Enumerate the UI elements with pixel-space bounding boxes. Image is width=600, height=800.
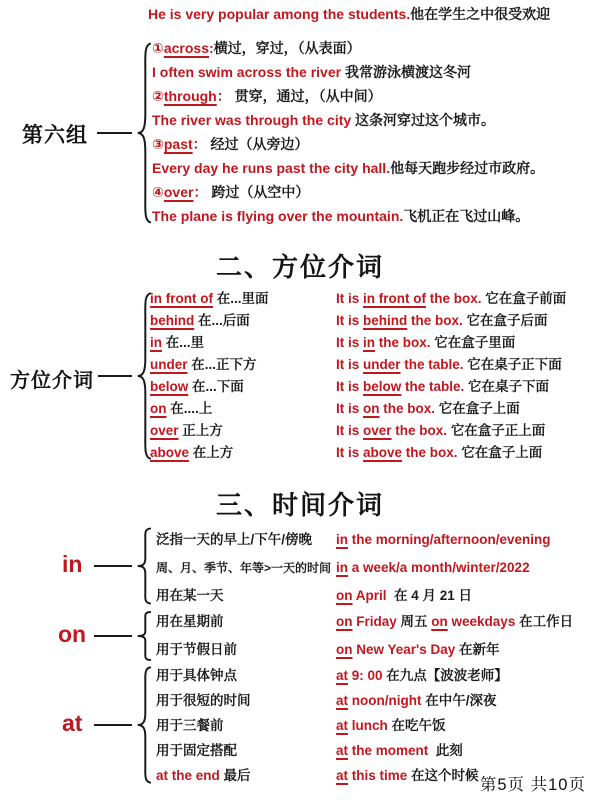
text-segment: below — [363, 379, 402, 394]
text-segment: It is — [336, 379, 364, 394]
text-segment: in — [336, 560, 348, 575]
preposition-cell — [150, 288, 336, 310]
on-connector-line — [94, 635, 132, 637]
text-segment: It is — [336, 445, 364, 460]
text-segment: under — [363, 357, 401, 372]
text-segment: 我常游泳横渡这冬河 — [344, 64, 471, 80]
text-segment: at — [336, 668, 349, 683]
text-segment: 此刻 — [435, 743, 463, 758]
text-segment: 在这个时候 — [411, 768, 479, 783]
text-segment: It is — [336, 335, 364, 350]
usage-cell — [156, 738, 336, 763]
preposition-cell — [150, 354, 336, 376]
example-cell — [336, 688, 497, 713]
text-segment: Friday — [352, 614, 401, 629]
on-group-label: on — [58, 621, 87, 647]
example-cell — [336, 738, 463, 763]
text-segment: Every day he runs past the city hall. — [152, 160, 391, 176]
usage-cell — [156, 688, 336, 713]
preposition-cell — [150, 442, 336, 464]
usage-cell — [156, 763, 336, 788]
text-segment: at — [336, 693, 349, 708]
group6-line — [152, 60, 544, 84]
example-cell — [336, 554, 530, 582]
text-segment: through — [163, 88, 217, 104]
text-segment: 它在盒子上面 — [461, 445, 543, 460]
on-brace-bracket — [131, 611, 152, 661]
text-segment: noon/night — [348, 693, 426, 708]
text-segment: ② — [152, 88, 164, 104]
at-group-label: at — [62, 710, 83, 736]
position-row — [150, 376, 566, 398]
text-segment: It is — [336, 357, 364, 372]
text-segment: 用于三餐前 — [156, 718, 224, 733]
usage-cell — [156, 608, 336, 636]
time-row — [156, 608, 573, 636]
text-segment: in — [363, 335, 376, 350]
text-segment: 在 4 月 21 日 — [390, 588, 473, 603]
position-row — [150, 310, 566, 332]
text-segment: 它在桌子正下面 — [467, 357, 562, 372]
text-segment: on — [336, 588, 353, 603]
text-segment: 用于很短的时间 — [156, 693, 251, 708]
text-segment: 正上方 — [178, 423, 223, 438]
text-segment: weekdays — [447, 614, 520, 629]
usage-cell — [156, 554, 336, 582]
preposition-cell — [150, 420, 336, 442]
text-segment: in — [336, 532, 348, 547]
text-segment: 在中午/深夜 — [425, 693, 497, 708]
preposition-cell — [150, 376, 336, 398]
time-row — [156, 582, 551, 610]
usage-cell — [156, 526, 336, 554]
text-segment: in front of — [363, 291, 426, 306]
text-segment: 贯穿，通过，（从中间） — [234, 88, 382, 104]
text-segment: 最后 — [223, 768, 251, 783]
text-segment: 横过，穿过，（从表面） — [213, 40, 361, 56]
text-segment: The plane is flying over the mountain. — [152, 208, 404, 224]
text-segment: the box. — [379, 401, 439, 416]
text-segment: 用于具体钟点 — [156, 668, 237, 683]
text-segment: in — [150, 335, 162, 350]
preposition-cell — [150, 398, 336, 420]
example-cell — [336, 288, 566, 310]
position-row — [150, 288, 566, 310]
example-cell — [336, 582, 472, 610]
text-segment: the box. — [402, 445, 462, 460]
example-cell — [336, 442, 542, 464]
time-row — [156, 554, 551, 582]
example-cell — [336, 354, 562, 376]
text-segment: the table. — [400, 357, 468, 372]
example-cell — [336, 526, 551, 554]
text-segment: past — [163, 136, 193, 152]
example-cell — [336, 636, 500, 664]
example-cell — [336, 420, 545, 442]
text-segment: It is — [336, 401, 364, 416]
position-connector-line — [98, 375, 132, 377]
in-rows — [156, 526, 551, 610]
text-segment: 他在学生之中很受欢迎 — [410, 6, 551, 22]
in-group-label: in — [62, 551, 83, 577]
text-segment: in front of — [150, 291, 213, 306]
text-segment: 这条河穿过这个城市。 — [355, 112, 496, 128]
text-segment: 在...后面 — [194, 313, 250, 328]
position-row — [150, 354, 566, 376]
example-cell — [336, 398, 520, 420]
example-cell — [336, 663, 508, 688]
text-segment: The river was through the city — [152, 112, 356, 128]
time-row — [156, 688, 508, 713]
text-segment: the box. — [426, 291, 486, 306]
at-connector-line — [94, 724, 132, 726]
text-segment: He is very popular among the students. — [148, 6, 411, 22]
text-segment: 用于节假日前 — [156, 642, 237, 657]
text-segment: over — [363, 423, 392, 438]
text-segment: at — [336, 718, 349, 733]
text-segment: 用在星期前 — [156, 614, 224, 629]
text-segment: lunch — [348, 718, 392, 733]
text-segment: 他每天跑步经过市政府。 — [390, 160, 545, 176]
text-segment: 经过（从旁边） — [210, 136, 309, 152]
preposition-cell — [150, 310, 336, 332]
group6-line — [152, 108, 544, 132]
page-number: 第5页 共10页 — [479, 776, 586, 794]
text-segment: 它在盒子后面 — [466, 313, 548, 328]
in-brace-bracket — [131, 527, 152, 605]
text-segment: 9: 00 — [348, 668, 387, 683]
text-segment: ③ — [152, 136, 164, 152]
text-segment: 跨过（从空中） — [211, 184, 310, 200]
time-row — [156, 713, 508, 738]
text-segment: 泛指一天的早上/下午/傍晚 — [156, 532, 313, 547]
text-segment: 在九点【波波老师】 — [386, 668, 508, 683]
group6-lines — [152, 36, 544, 228]
text-segment: 它在桌子下面 — [468, 379, 550, 394]
text-segment: April — [352, 588, 391, 603]
text-segment: ： — [216, 88, 235, 104]
position-rows — [150, 288, 566, 464]
text-segment: 在...里 — [162, 335, 205, 350]
text-segment: 飞机正在飞过山峰。 — [403, 208, 530, 224]
text-segment: across — [163, 40, 210, 56]
group6-connector-line — [97, 132, 132, 134]
text-segment: a week/a month/winter/2022 — [348, 560, 530, 575]
position-group-label: 方位介词 — [10, 370, 94, 392]
text-segment: : — [209, 40, 214, 56]
text-segment: the box. — [407, 313, 467, 328]
text-segment: under — [150, 357, 188, 372]
example-cell — [336, 713, 446, 738]
text-segment: 在上方 — [189, 445, 234, 460]
text-segment: ： — [193, 184, 212, 200]
text-segment: It is — [336, 291, 364, 306]
text-segment: 它在盒子正上面 — [450, 423, 546, 438]
section2-heading: 二、方位介词 — [215, 252, 384, 282]
position-row — [150, 420, 566, 442]
text-segment: 它在盒子上面 — [438, 401, 520, 416]
usage-cell — [156, 636, 336, 664]
text-segment: It is — [336, 313, 364, 328]
group6-line — [152, 132, 544, 156]
text-segment: I often swim across the river — [152, 64, 345, 80]
text-segment: this time — [348, 768, 412, 783]
position-brace-bracket — [131, 290, 152, 462]
text-segment: the moment — [348, 743, 436, 758]
example-cell — [336, 763, 479, 788]
group6-line — [152, 156, 544, 180]
time-row — [156, 636, 573, 664]
group6-line — [152, 36, 544, 60]
text-segment: on — [363, 401, 380, 416]
text-segment: over — [150, 423, 179, 438]
text-segment: above — [150, 445, 190, 460]
on-rows — [156, 608, 573, 664]
text-segment: 在...正下方 — [187, 357, 257, 372]
position-row — [150, 442, 566, 464]
text-segment: on — [431, 614, 448, 629]
text-segment: 用在某一天 — [156, 588, 224, 603]
position-row — [150, 398, 566, 420]
in-connector-line — [94, 565, 132, 567]
time-row — [156, 763, 508, 788]
text-segment: above — [363, 445, 403, 460]
usage-cell — [156, 663, 336, 688]
text-segment: 在工作日 — [519, 614, 574, 629]
example-cell — [336, 608, 573, 636]
example-cell — [336, 310, 548, 332]
text-segment: on — [150, 401, 167, 416]
text-segment: New Year's Day — [352, 642, 460, 657]
text-segment: the box. — [391, 423, 451, 438]
preposition-cell — [150, 332, 336, 354]
text-segment: below — [150, 379, 189, 394]
text-segment: the morning/afternoon/evening — [348, 532, 551, 547]
text-segment: 在新年 — [459, 642, 500, 657]
text-segment: the table. — [401, 379, 469, 394]
text-segment: ④ — [152, 184, 164, 200]
time-row — [156, 526, 551, 554]
text-segment: over — [163, 184, 194, 200]
group6-line — [152, 204, 544, 228]
text-segment: 在....上 — [166, 401, 213, 416]
text-segment: at — [336, 743, 349, 758]
text-segment: at the end — [156, 768, 224, 783]
at-rows — [156, 663, 508, 788]
text-segment: 在...下面 — [188, 379, 244, 394]
text-segment: behind — [363, 313, 408, 328]
group6-line — [152, 84, 544, 108]
text-segment: ① — [152, 40, 164, 56]
text-segment: 用于固定搭配 — [156, 743, 237, 758]
group6-label: 第六组 — [22, 124, 88, 147]
text-segment: 它在盒子里面 — [434, 335, 516, 350]
section3-heading: 三、时间介词 — [215, 490, 384, 520]
intro-sentence — [148, 4, 550, 24]
text-segment: 在吃午饭 — [391, 718, 446, 733]
text-segment: 它在盒子前面 — [485, 291, 567, 306]
usage-cell — [156, 582, 336, 610]
text-segment: at — [336, 768, 349, 783]
group6-brace-bracket — [131, 40, 152, 226]
at-brace-bracket — [131, 665, 152, 785]
group6-line — [152, 180, 544, 204]
text-segment: 周、月、季节、年等>一天的时间 — [156, 561, 332, 575]
text-segment: on — [336, 614, 353, 629]
time-row — [156, 738, 508, 763]
text-segment: It is — [336, 423, 364, 438]
text-segment: on — [336, 642, 353, 657]
position-row — [150, 332, 566, 354]
example-cell — [336, 332, 515, 354]
time-row — [156, 663, 508, 688]
text-segment: 在...里面 — [212, 291, 269, 306]
text-segment: the box. — [375, 335, 435, 350]
usage-cell — [156, 713, 336, 738]
text-segment: behind — [150, 313, 195, 328]
text-segment: ： — [192, 136, 211, 152]
text-segment: 周五 — [400, 614, 432, 629]
example-cell — [336, 376, 549, 398]
